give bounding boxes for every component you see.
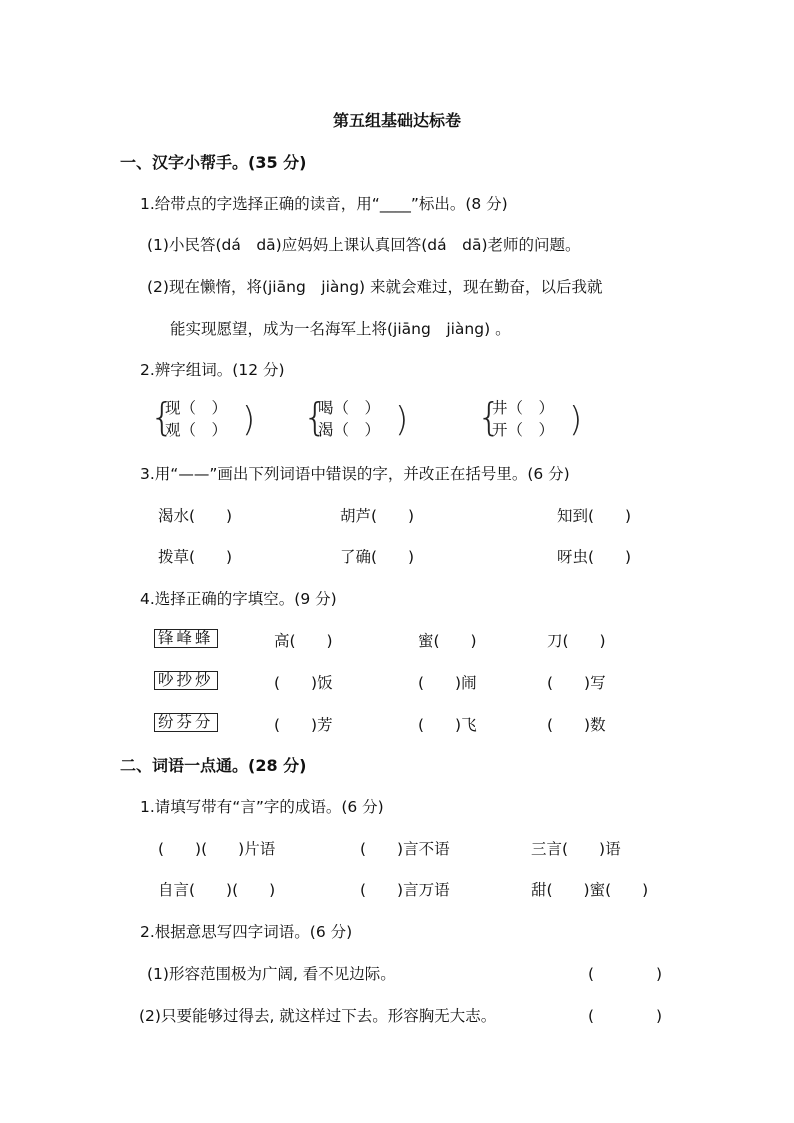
question-prompt: 2.辨字组词。(12 分) (140, 361, 285, 379)
answer-blank: ( ) (588, 965, 663, 983)
word-pair-item: 开（ ） (492, 421, 555, 439)
definition-text: (2)只要能够过得去, 就这样过下去。形容胸无大志。 (139, 1007, 497, 1025)
character-choice-box: 吵抄炒 (154, 671, 218, 690)
question-prompt: 2.根据意思写四字词语。(6 分) (140, 923, 353, 941)
idiom-blank: 三言( )语 (531, 840, 621, 858)
idiom-blank: ( )言不语 (360, 840, 450, 858)
word-pair-item: 井（ ） (492, 399, 555, 417)
word-blank: ( )芳 (274, 716, 333, 734)
idiom-blank: ( )言万语 (360, 881, 450, 899)
idiom-blank: 甜( )蜜( ) (531, 881, 649, 899)
question-prompt: 3.用“——”画出下列词语中错误的字，并改正在括号里。(6 分) (140, 465, 570, 483)
character-choice-box: 纷芬分 (154, 713, 218, 732)
character-choice-box: 锋峰蜂 (154, 629, 218, 648)
question-prompt: 1.请填写带有“言”字的成语。(6 分) (140, 798, 384, 816)
right-bracket: ) (395, 400, 409, 440)
word-blank: ( )写 (547, 674, 606, 692)
definition-text: (1)形容范围极为广阔, 看不见边际。 (147, 965, 396, 983)
right-bracket: ) (569, 400, 583, 440)
word-blank: ( )数 (547, 716, 606, 734)
word-pair-item: 现（ ） (165, 399, 228, 417)
word-pair-item: 渴（ ） (318, 421, 381, 439)
word-blank: 呀虫( ) (557, 548, 632, 566)
right-bracket: ) (242, 400, 256, 440)
question-item: (1)小民答(dá dā)应妈妈上课认真回答(dá dā)老师的问题。 (147, 236, 581, 254)
word-blank: ( )闹 (418, 674, 477, 692)
left-brace: { (477, 395, 502, 439)
answer-blank: ( ) (588, 1007, 663, 1025)
left-brace: { (150, 395, 175, 439)
question-item: 能实现愿望，成为一名海军上将(jiāng jiàng) 。 (170, 320, 511, 338)
section-heading: 一、汉字小帮手。(35 分) (120, 153, 307, 172)
question-prompt: 4.选择正确的字填空。(9 分) (140, 590, 337, 608)
word-blank: 了确( ) (340, 548, 415, 566)
word-blank: 胡芦( ) (340, 507, 415, 525)
word-blank: 蜜( ) (418, 632, 477, 650)
word-blank: 高( ) (274, 632, 333, 650)
word-pair-group (165, 397, 227, 441)
section-heading: 二、词语一点通。(28 分) (120, 756, 307, 775)
word-pair-item: 观（ ） (165, 421, 228, 439)
question-item: (2)现在懒惰，将(jiāng jiàng) 来就会难过，现在勤奋，以后我就 (147, 278, 603, 296)
word-blank: 渴水( ) (158, 507, 233, 525)
word-pair-group (492, 397, 554, 441)
question-prompt: 1.给带点的字选择正确的读音，用“____”标出。(8 分) (140, 195, 508, 213)
word-pair-item: 喝（ ） (318, 399, 381, 417)
word-blank: 拨草( ) (158, 548, 233, 566)
word-blank: 刀( ) (547, 632, 606, 650)
idiom-blank: 自言( )( ) (158, 881, 276, 899)
page-title: 第五组基础达标卷 (332, 111, 461, 130)
word-pair-group (318, 397, 380, 441)
word-blank: ( )饭 (274, 674, 333, 692)
word-blank: ( )飞 (418, 716, 477, 734)
idiom-blank: ( )( )片语 (158, 840, 276, 858)
word-blank: 知到( ) (557, 507, 632, 525)
left-brace: { (303, 395, 328, 439)
